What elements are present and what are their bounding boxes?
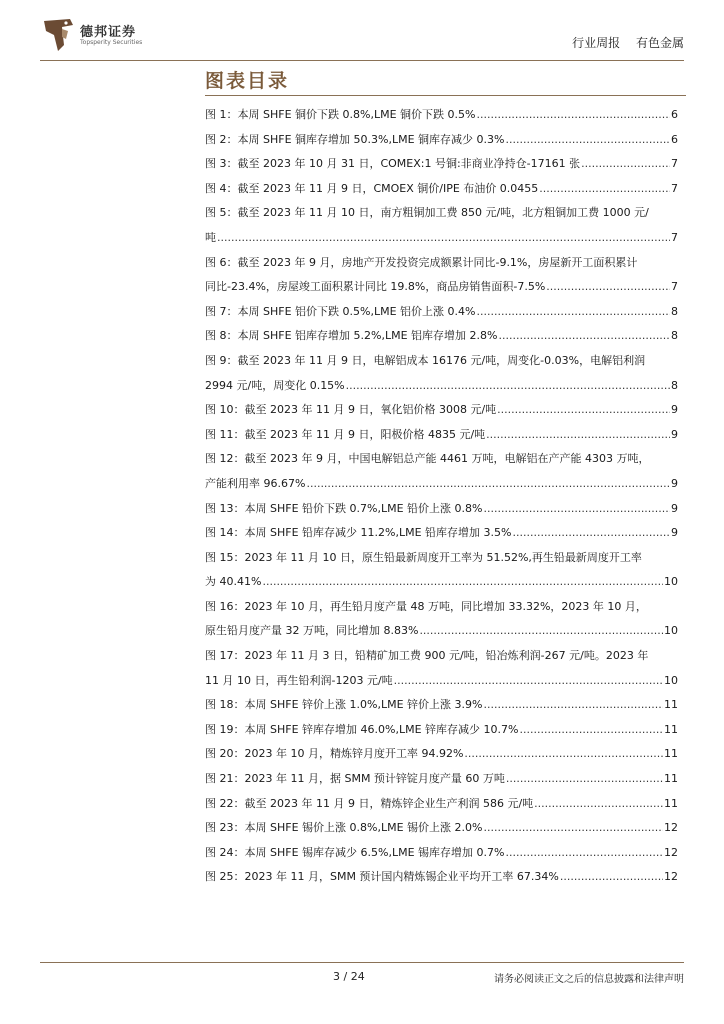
footer-divider <box>40 962 684 963</box>
toc-entry[interactable] <box>205 177 678 202</box>
toc-entry-line <box>205 398 678 423</box>
toc-entry[interactable] <box>205 521 678 546</box>
toc-entry-line <box>205 521 678 546</box>
toc-entry-line <box>205 865 678 890</box>
toc-entry-line <box>205 152 678 177</box>
toc-entry-page: 8 <box>671 304 678 318</box>
disclaimer-note: 请务必阅读正文之后的信息披露和法律声明 <box>494 974 684 985</box>
toc-entry[interactable] <box>205 128 678 153</box>
toc-entry-text: 产能利用率 96.67% <box>205 476 306 490</box>
toc-entry-text: 图 14：本周 SHFE 铅库存减少 11.2%,LME 铅库存增加 3.5% <box>205 526 512 540</box>
page-indicator: 3 / 24 <box>333 970 365 983</box>
toc-entry[interactable] <box>205 865 678 890</box>
toc-entry[interactable] <box>205 718 678 743</box>
toc-entry-text: 图 20：2023 年 10 月，精炼锌月度开工率 94.92% <box>205 747 464 761</box>
toc-entry-text: 吨 <box>205 230 216 244</box>
toc-entry-text: 2994 元/吨，周变化 0.15% <box>205 378 345 392</box>
toc-entry[interactable] <box>205 324 678 349</box>
toc-entry-text: 图 8：本周 SHFE 铝库存增加 5.2%,LME 铝库存增加 2.8% <box>205 329 498 343</box>
toc-entry-text: 图 21：2023 年 11 月，据 SMM 预计锌锭月度产量 60 万吨 <box>205 772 505 786</box>
toc-leader-dots <box>464 742 663 767</box>
toc-entry-line <box>205 570 678 595</box>
header-meta <box>560 34 684 51</box>
brand-name-en: Topsperity Securities <box>80 39 143 46</box>
toc-entry[interactable] <box>205 152 678 177</box>
toc-entry-line <box>205 669 678 694</box>
toc-entry-text: 为 40.41% <box>205 575 262 589</box>
toc-entry-page: 9 <box>671 403 678 417</box>
toc-entry-page: 10 <box>664 673 678 687</box>
toc-entry-text: 图 2：本周 SHFE 铜库存增加 50.3%,LME 铜库存减少 0.3% <box>205 132 505 146</box>
toc-entry-line <box>205 792 678 817</box>
toc-entry-line <box>205 177 678 202</box>
toc-entry[interactable] <box>205 103 678 128</box>
header-divider <box>40 60 684 61</box>
toc-entry-text: 图 18：本周 SHFE 锌价上涨 1.0%,LME 锌价上涨 3.9% <box>205 698 483 712</box>
toc-entry-text: 图 19：本周 SHFE 锌库存增加 46.0%,LME 锌库存减少 10.7% <box>205 722 519 736</box>
toc-entry-line <box>205 103 678 128</box>
toc-entry-page: 11 <box>664 772 678 786</box>
toc-entry-text: 图 22：截至 2023 年 11 月 9 日，精炼锌企业生产利润 586 元/吨 <box>205 796 534 810</box>
toc-entry-line <box>205 300 678 325</box>
toc-leader-dots <box>512 521 670 546</box>
toc-entry[interactable] <box>205 201 678 250</box>
toc-entry[interactable] <box>205 546 678 595</box>
toc-entry-text: 图 10：截至 2023 年 11 月 9 日，氧化铝价格 3008 元/吨 <box>205 403 497 417</box>
toc-entry[interactable] <box>205 595 678 644</box>
toc-entry-line <box>205 374 678 399</box>
toc-entry-page: 11 <box>664 747 678 761</box>
toc-leader-dots <box>505 841 663 866</box>
toc-leader-dots <box>486 423 670 448</box>
toc-entry-line <box>205 324 678 349</box>
toc-entry-page: 12 <box>664 821 678 835</box>
toc-entry-page: 9 <box>671 526 678 540</box>
toc-leader-dots <box>394 669 663 694</box>
toc-entry[interactable] <box>205 816 678 841</box>
toc-leader-dots <box>483 816 663 841</box>
toc-entry-page: 7 <box>671 280 678 294</box>
toc-leader-dots <box>217 226 670 251</box>
toc-entry-page: 7 <box>671 230 678 244</box>
toc-leader-dots <box>497 398 670 423</box>
toc-entry-text: 图 25：2023 年 11 月，SMM 预计国内精炼锡企业平均开工率 67.34% <box>205 870 559 884</box>
toc-entry-text: 图 5：截至 2023 年 11 月 10 日，南方粗铜加工费 850 元/吨，北方粗铜加工费 1000 元/ <box>205 206 649 220</box>
toc-leader-dots <box>506 767 663 792</box>
toc-entry-page: 10 <box>664 575 678 589</box>
toc-entry-text: 图 13：本周 SHFE 铅价下跌 0.7%,LME 铅价上涨 0.8% <box>205 501 483 515</box>
toc-entry-line <box>205 767 678 792</box>
toc-entry[interactable] <box>205 497 678 522</box>
toc-entry-text: 图 24：本周 SHFE 锡库存减少 6.5%,LME 锡库存增加 0.7% <box>205 845 505 859</box>
toc-entry-text: 图 16：2023 年 10 月，再生铅月度产量 48 万吨，同比增加 33.32%，2023 年 10 月， <box>205 599 647 613</box>
toc-leader-dots <box>476 300 670 325</box>
toc-entry[interactable] <box>205 447 678 496</box>
toc-entry-page: 11 <box>664 698 678 712</box>
toc-entry-text: 图 7：本周 SHFE 铝价下跌 0.5%,LME 铝价上涨 0.4% <box>205 304 476 318</box>
toc-entry[interactable] <box>205 300 678 325</box>
toc-leader-dots <box>498 324 670 349</box>
toc-entry-line <box>205 423 678 448</box>
sector-name: 有色金属 <box>635 36 684 50</box>
toc-leader-dots <box>306 472 670 497</box>
toc-entry-line <box>205 275 678 300</box>
toc-entry-line <box>205 472 678 497</box>
toc-entry-text: 图 6：截至 2023 年 9 月，房地产开发投资完成额累计同比-9.1%，房屋新开工面积累计 <box>205 255 638 269</box>
toc-entry-text: 图 4：截至 2023 年 11 月 9 日，CMOEX 铜价/IPE 布油价 0.0455 <box>205 181 539 195</box>
toc-entry-page: 7 <box>671 157 678 171</box>
toc-entry[interactable] <box>205 349 678 398</box>
toc-title: 图表目录 <box>205 70 290 92</box>
toc-entry[interactable] <box>205 841 678 866</box>
toc-leader-dots <box>262 570 663 595</box>
toc-entry-page: 10 <box>664 624 678 638</box>
toc-entry[interactable] <box>205 251 678 300</box>
toc-entry-page: 6 <box>671 132 678 146</box>
toc-entry[interactable] <box>205 693 678 718</box>
page-header <box>40 12 684 62</box>
toc-entry-line <box>205 128 678 153</box>
toc-entry-line <box>205 816 678 841</box>
toc-entry-text: 图 11：截至 2023 年 11 月 9 日，阳极价格 4835 元/吨 <box>205 427 486 441</box>
toc-leader-dots <box>534 792 663 817</box>
toc-entry[interactable] <box>205 644 678 693</box>
toc-entry-text: 原生铅月度产量 32 万吨，同比增加 8.83% <box>205 624 419 638</box>
toc-leader-dots <box>419 619 663 644</box>
toc-entry-line <box>205 742 678 767</box>
toc-leader-dots <box>505 128 670 153</box>
toc-entry-text: 图 3：截至 2023 年 10 月 31 日，COMEX:1 号铜:非商业净持仓-17161 张 <box>205 157 581 171</box>
toc-leader-dots <box>546 275 670 300</box>
toc-entry-line <box>205 619 678 644</box>
brand-logo-icon <box>40 15 76 53</box>
toc-entry-text: 图 9：截至 2023 年 11 月 9 日，电解铝成本 16176 元/吨，周变化-0.03%，电解铝利润 <box>205 353 646 367</box>
toc-entry-page: 12 <box>664 870 678 884</box>
report-type: 行业周报 <box>572 36 621 50</box>
brand-name-cn: 德邦证券 <box>80 25 137 40</box>
toc-entry-text: 同比-23.4%，房屋竣工面积累计同比 19.8%，商品房销售面积-7.5% <box>205 280 546 294</box>
brand-logo <box>40 15 200 57</box>
toc-entry[interactable] <box>205 792 678 817</box>
toc-leader-dots <box>476 103 670 128</box>
toc-list <box>205 103 678 890</box>
toc-leader-dots <box>539 177 670 202</box>
toc-entry-text: 11 月 10 日，再生铅利润-1203 元/吨 <box>205 673 393 687</box>
toc-entry-page: 8 <box>671 378 678 392</box>
toc-entry-page: 9 <box>671 476 678 490</box>
toc-entry-line <box>205 226 678 251</box>
toc-entry-line <box>205 693 678 718</box>
toc-entry-page: 6 <box>671 108 678 121</box>
toc-entry-page: 9 <box>671 501 678 515</box>
toc-entry-text: 图 15：2023 年 11 月 10 日，原生铅最新周度开工率为 51.52%,再生铅最新周度开工率 <box>205 550 642 564</box>
toc-entry[interactable] <box>205 398 678 423</box>
toc-entry-page: 12 <box>664 845 678 859</box>
toc-entry-page: 11 <box>664 722 678 736</box>
toc-entry-page: 8 <box>671 329 678 343</box>
toc-leader-dots <box>560 865 663 890</box>
toc-entry[interactable] <box>205 767 678 792</box>
toc-leader-dots <box>581 152 670 177</box>
toc-entry-line <box>205 841 678 866</box>
toc-entry[interactable] <box>205 423 678 448</box>
toc-entry-text: 图 12：截至 2023 年 9 月，中国电解铝总产能 4461 万吨，电解铝在产产能 4303 万吨， <box>205 452 650 466</box>
toc-entry-page: 11 <box>664 796 678 810</box>
toc-entry[interactable] <box>205 742 678 767</box>
toc-leader-dots <box>483 497 670 522</box>
toc-entry-line <box>205 497 678 522</box>
toc-entry-page: 9 <box>671 427 678 441</box>
toc-entry-page: 7 <box>671 181 678 195</box>
toc-leader-dots <box>346 374 670 399</box>
toc-entry-line <box>205 718 678 743</box>
toc-entry-text: 图 23：本周 SHFE 锡价上涨 0.8%,LME 锡价上涨 2.0% <box>205 821 483 835</box>
toc-leader-dots <box>519 718 663 743</box>
toc-entry-text: 图 1：本周 SHFE 铜价下跌 0.8%,LME 铜价下跌 0.5% <box>205 108 476 121</box>
toc-title-divider <box>205 95 686 96</box>
toc-leader-dots <box>483 693 663 718</box>
toc-entry-text: 图 17：2023 年 11 月 3 日，铅精矿加工费 900 元/吨，铅冶炼利润-267 元/吨。2023 年 <box>205 649 649 663</box>
